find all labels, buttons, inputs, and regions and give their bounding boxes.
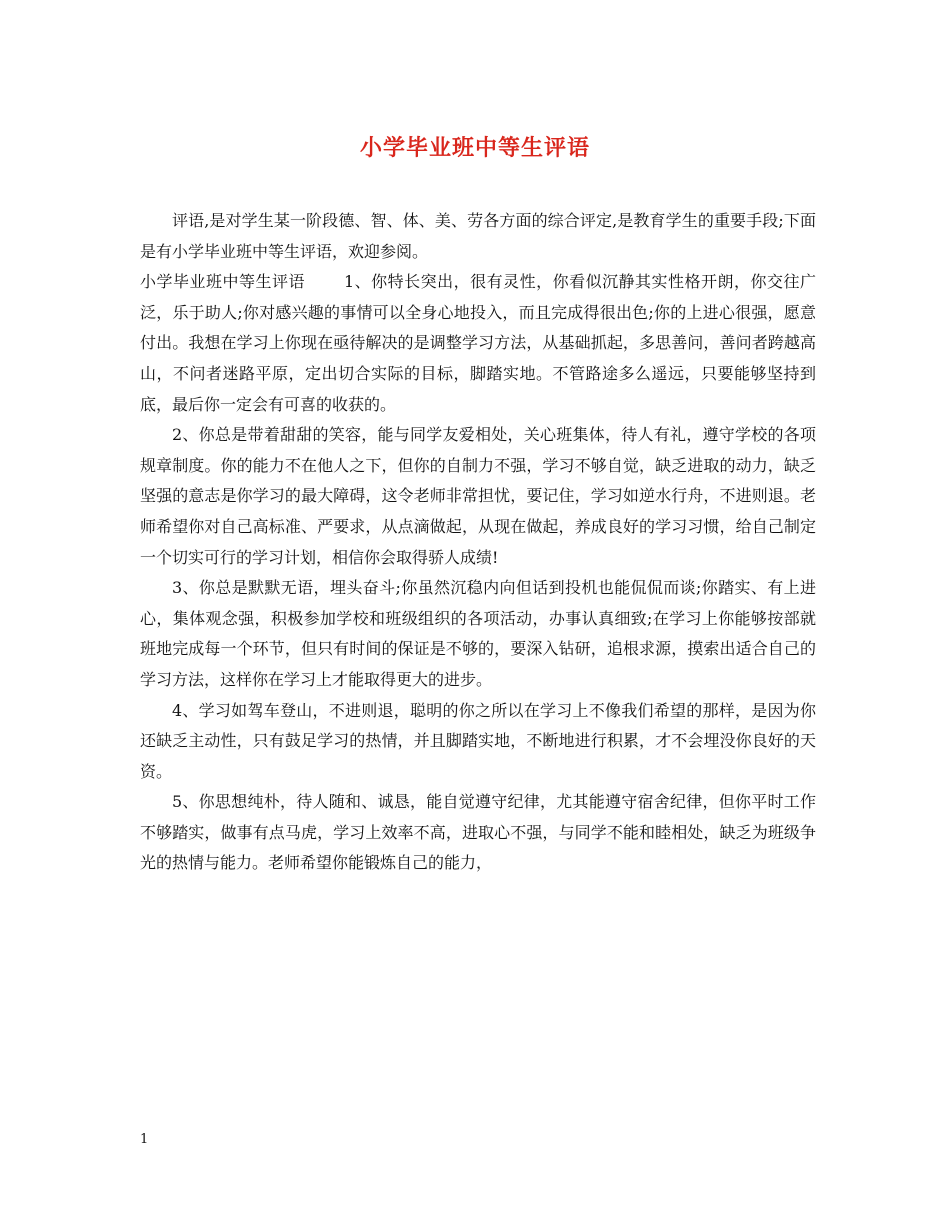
comment-3: 3、你总是默默无语，埋头奋斗;你虽然沉稳内向但话到投机也能侃侃而谈;你踏实、有上进心，集体观念强，积极参加学校和班级组织的各项活动，办事认真细致;在学习上你能够按部就班地完成每一个环节，但只有时间的保证是不够的，要深入钻研，追根求源，摸索出适合自己的学习方法，这样你在学习上才能取得更大的进步。 bbox=[140, 578, 816, 689]
comment-2: 2、你总是带着甜甜的笑容，能与同学友爱相处，关心班集体，待人有礼，遵守学校的各项规章制度。你的能力不在他人之下，但你的自制力不强，学习不够自觉，缺乏进取的动力，缺乏坚强的意志是你学习的最大障碍，这令老师非常担忧，要记住，学习如逆水行舟，不进则退。老师希望你对自己高标准、严要求，从点滴做起，从现在做起，养成良好的学习习惯，给自己制定一个切实可行的学习计划，相信你会取得骄人成绩! bbox=[140, 425, 816, 567]
document-title: 小学毕业班中等生评语 bbox=[359, 135, 590, 161]
first-comment-paragraph bbox=[140, 267, 816, 420]
intro-paragraph: 评语,是对学生某一阶段德、智、体、美、劳各方面的综合评定,是教育学生的重要手段;下面是有小学毕业班中等生评语，欢迎参阅。 bbox=[140, 211, 816, 261]
comment-1: 1、你特长突出，很有灵性，你看似沉静其实性格开朗，你交往广泛，乐于助人;你对感兴趣的事情可以全身心地投入，而且完成得很出色;你的上进心很强，愿意付出。我想在学习上你现在亟待解决的是调整学习方法，从基础抓起，多思善问，善问者跨越高山，不问者迷路平原，定出切合实际的目标，脚踏实地。不管路途多么遥远，只要能够坚持到底，最后你一定会有可喜的收获的。 bbox=[140, 272, 816, 414]
document-body bbox=[140, 206, 816, 879]
page-number: 1 bbox=[140, 1132, 149, 1147]
section-spacer bbox=[305, 272, 344, 291]
comment-5: 5、你思想纯朴，待人随和、诚恳，能自觉遵守纪律，尤其能遵守宿舍纪律，但你平时工作不够踏实，做事有点马虎，学习上效率不高，进取心不强，与同学不能和睦相处，缺乏为班级争光的热情与能力。老师希望你能锻炼自己的能力， bbox=[140, 792, 816, 873]
section-heading: 小学毕业班中等生评语 bbox=[140, 272, 305, 292]
comment-4: 4、学习如驾车登山，不进则退，聪明的你之所以在学习上不像我们希望的那样，是因为你还缺乏主动性，只有鼓足学习的热情，并且脚踏实地，不断地进行积累，才不会埋没你良好的天资。 bbox=[140, 700, 816, 781]
